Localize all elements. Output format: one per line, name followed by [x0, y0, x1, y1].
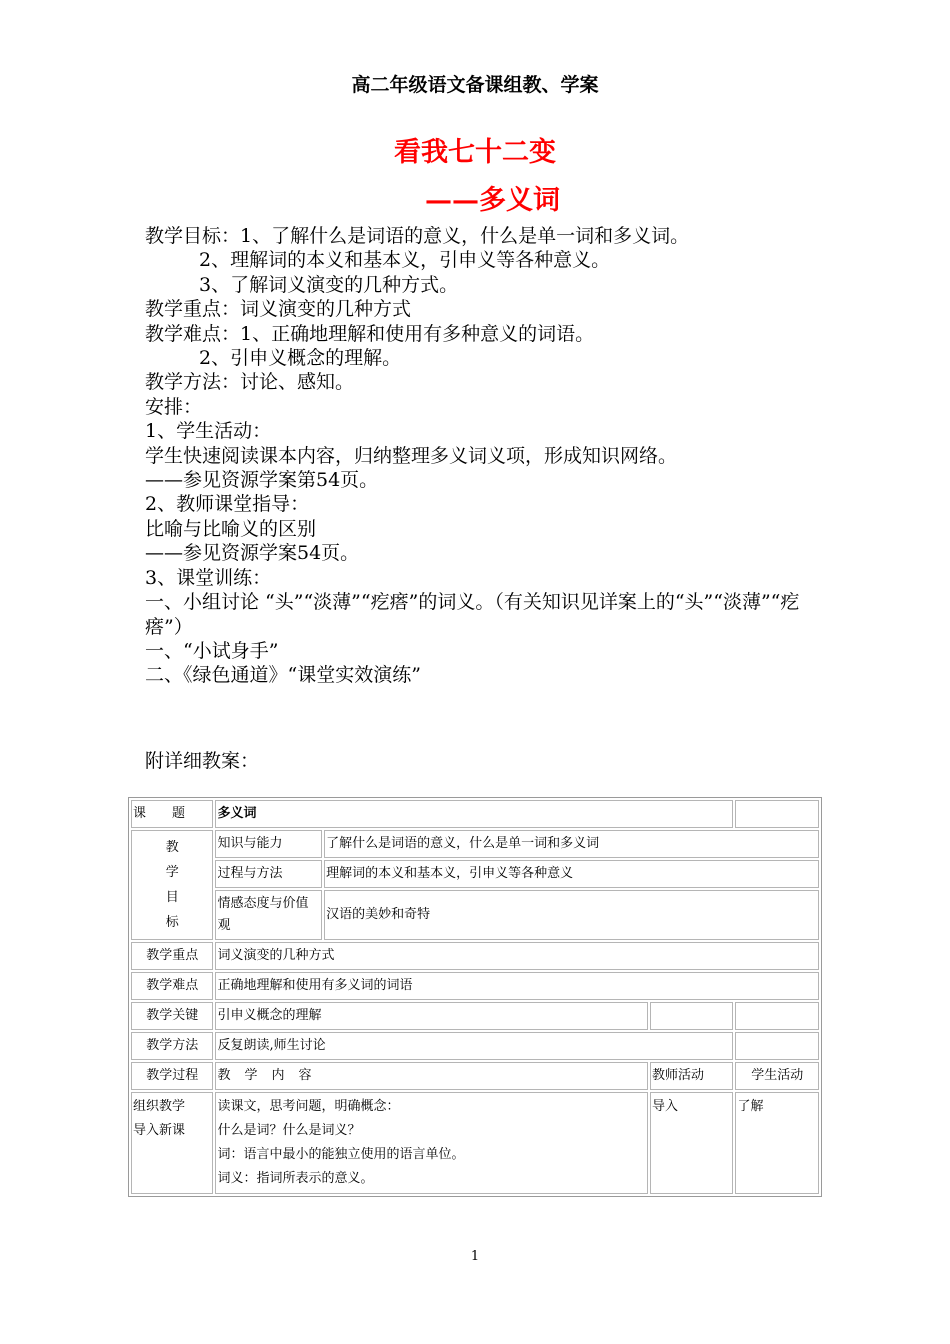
- content-line: 什么是词？什么是词义？: [217, 1123, 361, 1138]
- content-line: 词：语言中最小的能独立使用的语言单位。: [217, 1147, 465, 1162]
- empty-cell: [735, 1002, 819, 1030]
- table-row: [131, 890, 819, 940]
- section-heading: 1、学生活动：: [145, 420, 272, 443]
- table-row: [131, 860, 819, 888]
- method-line: 教学方法：讨论、感知。: [145, 371, 355, 394]
- section-heading: 2、教师课堂指导：: [145, 493, 310, 516]
- table-label-cell: 教学过程: [131, 1062, 213, 1090]
- body-line: 一、“小试身手”: [145, 639, 279, 662]
- page-number: 1: [470, 1249, 480, 1264]
- arrangement-heading: 安排：: [145, 395, 203, 418]
- table-label-cell: 教学方法: [131, 1032, 213, 1060]
- difficulty-line: 教学难点：1、正确地理解和使用有多种意义的词语。: [145, 322, 595, 345]
- student-activity-cell: 了解: [735, 1092, 819, 1194]
- empty-cell: [735, 1032, 819, 1060]
- goal-value-cell: 理解词的本义和基本义，引申义等各种意义: [324, 860, 819, 888]
- table-label-cell: 课 题: [131, 800, 213, 828]
- appendix-heading: 附详细教案：: [145, 750, 260, 772]
- goal-value-cell: 汉语的美妙和奇特: [324, 890, 819, 940]
- teacher-activity-cell: 导入: [650, 1092, 734, 1194]
- empty-cell: [735, 800, 819, 828]
- teaching-goal-line: 3、了解词义演变的几种方式。: [199, 273, 459, 296]
- table-label-cell: 教学关键: [131, 1002, 213, 1030]
- table-value-cell: 正确地理解和使用有多义词的词语: [215, 972, 819, 1000]
- stage-cell: [131, 1092, 213, 1194]
- lesson-plan-table: [128, 797, 822, 1197]
- teaching-goal-line: 教学目标：1、了解什么是词语的意义，什么是单一词和多义词。: [145, 225, 690, 247]
- teaching-goal-line: 2、理解词的本义和基本义，引申义等各种意义。: [199, 249, 611, 272]
- goal-value-cell: 了解什么是词语的意义，什么是单一词和多义词: [324, 830, 819, 858]
- table-row: [131, 972, 819, 1000]
- content-header-cell: 教学内容: [215, 1062, 648, 1090]
- empty-cell: [650, 1002, 734, 1030]
- stage-line: 组织教学: [133, 1099, 186, 1114]
- lesson-subtitle: ——多义词: [425, 185, 560, 216]
- teacher-header-cell: 教师活动: [650, 1062, 734, 1090]
- content-cell: [215, 1092, 648, 1194]
- reference-line: ——参见资源学案54页。: [145, 542, 360, 565]
- body-line: 一、小组讨论 “头”“淡薄”“疙瘩”的词义。（有关知识见详案上的“头”“淡薄”“疙瘩”）: [145, 591, 800, 638]
- body-line: 二、《绿色通道》“课堂实效演练”: [145, 664, 421, 687]
- table-row: [131, 1092, 819, 1194]
- table-row: [131, 800, 819, 828]
- reference-line: ——参见资源学案第54页。: [145, 469, 379, 492]
- goal-type-cell: 知识与能力: [215, 830, 322, 858]
- difficulty-line: 2、引申义概念的理解。: [199, 347, 402, 370]
- table-label-cell: 教学重点: [131, 942, 213, 970]
- stage-line: 导入新课: [133, 1123, 186, 1138]
- lesson-title: 看我七十二变: [394, 137, 556, 168]
- body-line: 学生快速阅读课本内容，归纳整理多义词义项，形成知识网络。: [145, 444, 678, 467]
- goals-label-char: 教: [165, 840, 179, 855]
- table-row: [131, 1062, 819, 1090]
- table-label-cell: 教学难点: [131, 972, 213, 1000]
- student-header-cell: 学生活动: [735, 1062, 819, 1090]
- goals-label-cell: [131, 830, 213, 940]
- table-row: [131, 1002, 819, 1030]
- table-value-cell: 反复朗读,师生讨论: [215, 1032, 733, 1060]
- section-heading: 3、课堂训练：: [145, 566, 272, 589]
- topic-value-cell: 多义词: [215, 800, 733, 828]
- table-row: [131, 942, 819, 970]
- goals-label-char: 标: [165, 915, 179, 930]
- goals-label-char: 目: [165, 890, 179, 905]
- table-value-cell: 词义演变的几种方式: [215, 942, 819, 970]
- page-header: 高二年级语文备课组教、学案: [351, 74, 599, 96]
- table-row: [131, 830, 819, 858]
- lesson-plan-body: [145, 224, 815, 688]
- table-value-cell: 引申义概念的理解: [215, 1002, 648, 1030]
- table-row: [131, 1032, 819, 1060]
- key-point-line: 教学重点：词义演变的几种方式: [145, 298, 412, 321]
- goal-type-cell: 过程与方法: [215, 860, 322, 888]
- goal-type-cell: 情感态度与价值观: [215, 890, 322, 940]
- content-line: 读课文，思考问题，明确概念：: [217, 1099, 400, 1114]
- body-line: 比喻与比喻义的区别: [145, 517, 317, 540]
- content-line: 词义：指词所表示的意义。: [217, 1171, 374, 1186]
- goals-label-char: 学: [165, 865, 179, 880]
